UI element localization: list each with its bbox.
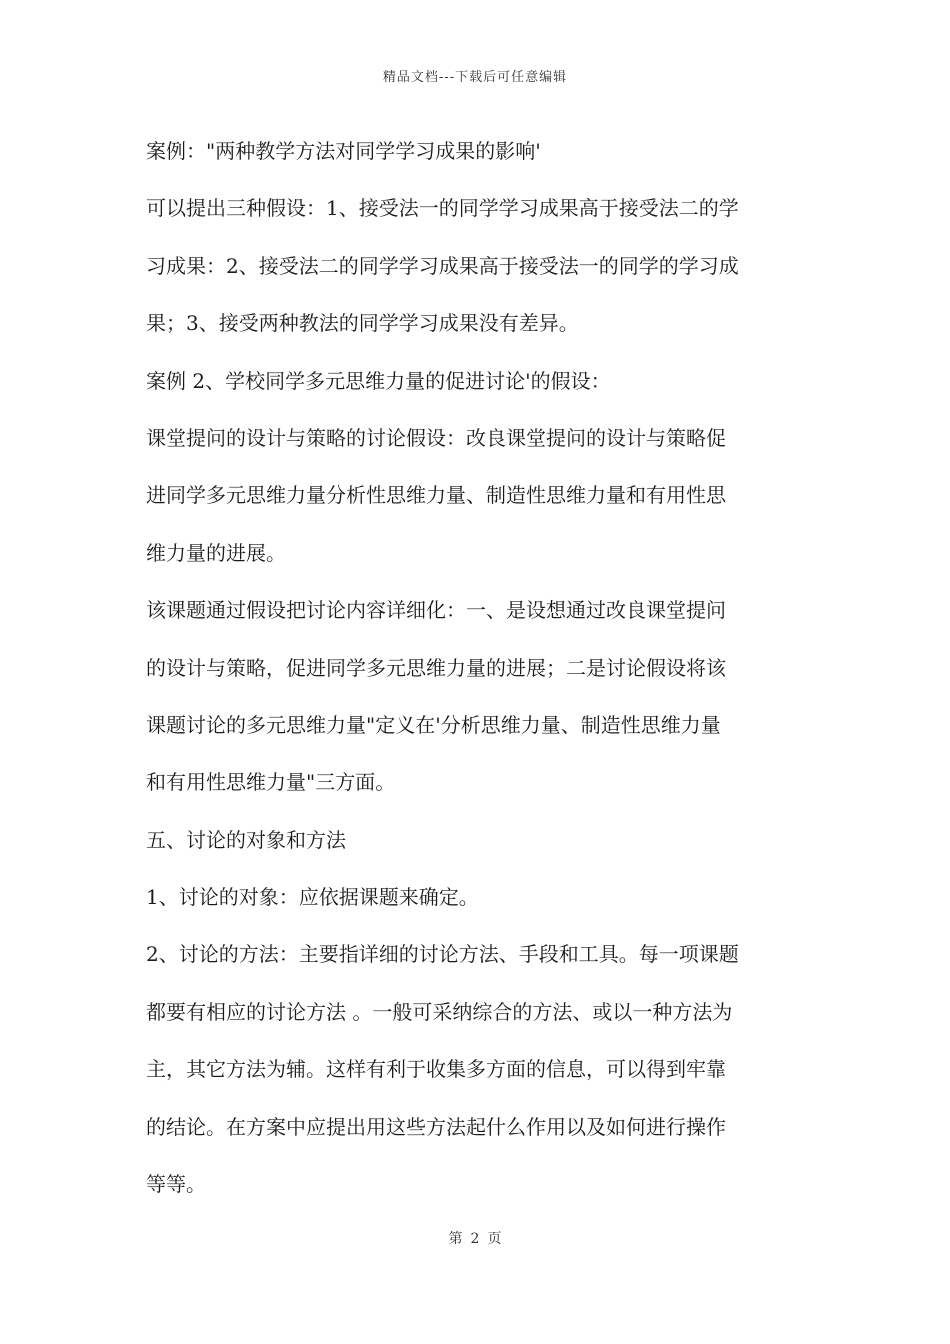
text-line: 主，其它方法为辅。这样有利于收集多方面的信息，可以得到牢靠: [146, 1057, 726, 1082]
text-line: 的结论。在方案中应提出用这些方法起什么作用以及如何进行操作: [146, 1114, 726, 1139]
text-line: 可以提出三种假设：1、接受法一的同学学习成果高于接受法二的学: [146, 196, 739, 221]
section-heading: 五、讨论的对象和方法: [146, 827, 346, 852]
page-number-suffix: 页: [487, 1231, 502, 1247]
page-number-prefix: 第: [448, 1231, 463, 1247]
text-line: 习成果：2、接受法二的同学学习成果高于接受法一的同学的学习成: [146, 253, 739, 278]
text-line: 课堂提问的设计与策略的讨论假设：改良课堂提问的设计与策略促: [146, 425, 726, 450]
page-header: 精品文档---下载后可任意编辑: [382, 70, 568, 85]
text-line: 1、讨论的对象：应依据课题来确定。: [146, 885, 479, 910]
text-line: 案例 2、学校同学多元思维力量的促进讨论'的假设：: [146, 368, 611, 393]
text-line: 都要有相应的讨论方法 。一般可采纳综合的方法、或以一种方法为: [146, 999, 733, 1024]
text-line: 的设计与策略，促进同学多元思维力量的进展；二是讨论假设将该: [146, 655, 726, 680]
page-number: 2: [470, 1231, 480, 1247]
text-line: 进同学多元思维力量分析性思维力量、制造性思维力量和有用性思: [146, 483, 726, 508]
text-line: 案例："两种教学方法对同学学习成果的影响': [146, 139, 541, 163]
text-line: 等等。: [146, 1172, 206, 1197]
text-line: 维力量的进展。: [146, 540, 286, 565]
text-line: 果；3、接受两种教法的同学学习成果没有差异。: [146, 311, 579, 336]
text-line: 2、讨论的方法：主要指详细的讨论方法、手段和工具。每一项课题: [146, 942, 739, 967]
document-body: [146, 135, 810, 1225]
text-line: 课题讨论的多元思维力量"定义在'分析思维力量、制造性思维力量: [146, 712, 721, 737]
text-line: 和有用性思维力量"三方面。: [146, 770, 396, 795]
text-line: 该课题通过假设把讨论内容详细化：一、是设想通过改良课堂提问: [146, 598, 726, 623]
page-footer: [0, 1228, 950, 1248]
